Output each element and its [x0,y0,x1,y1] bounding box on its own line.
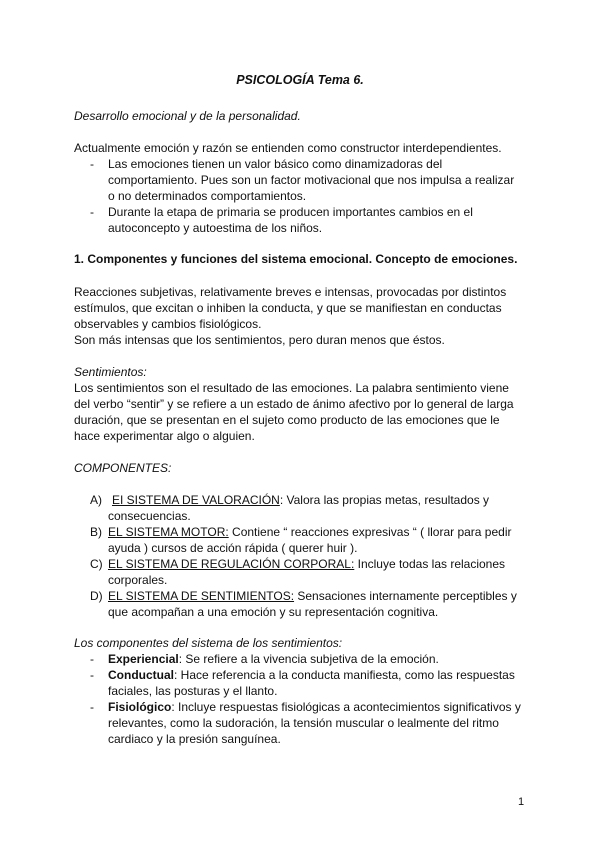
intro-bullet-1-line-1: Las emociones tienen un valor básico como dinamizadoras del [108,157,443,171]
bullet-dash: - [90,700,94,714]
paragraph-line: del verbo “sentir” y se refiere a un estado de ánimo afectivo por lo general de larga [74,397,514,411]
list-item-continuation: corporales. [108,573,168,587]
intro-text: Actualmente emoción y razón se entienden como constructor interdependientes. [74,141,502,155]
list-item-continuation: faciales, las posturas y el llanto. [108,684,278,698]
componentes-heading: COMPONENTES: [74,461,172,475]
list-item [108,588,517,604]
intro-bullet-2-line-1: Durante la etapa de primaria se producen importantes cambios en el [108,205,473,219]
intro-bullet-1-line-2: comportamiento. Pues son un factor motivacional que nos impulsa a realizar [108,173,515,187]
list-letter: B) [90,525,102,539]
component-term: Fisiológico [108,700,172,714]
component-description: Incluye todas las relaciones [354,557,506,571]
component-description: : Hace referencia a la conducta manifiesta, como las respuestas [174,668,515,682]
paragraph-line: hace experimentar algo o alguien. [74,429,255,443]
document-subtitle: Desarrollo emocional y de la personalidad. [74,109,301,123]
list-item-continuation: consecuencias. [108,509,191,523]
document-title: PSICOLOGÍA Tema 6. [236,73,364,87]
intro-bullet-2-line-2: autoconcepto y autoestima de los niños. [108,221,323,235]
page-number: 1 [518,796,525,808]
list-item-continuation: que acompañan a una emoción y su representación cognitiva. [108,605,439,619]
list-letter: D) [90,589,103,603]
list-item [108,651,439,667]
component-term: EI SISTEMA DE VALORACIÓN [112,493,280,507]
list-item [108,667,515,683]
component-term: Conductual [108,668,174,682]
component-description: Contiene “ reacciones expresivas “ ( llorar para pedir [228,525,512,539]
paragraph-line: Reacciones subjetivas, relativamente breves e intensas, provocadas por distintos [74,285,507,299]
list-item [108,699,521,715]
section-heading: 1. Componentes y funciones del sistema emocional. Concepto de emociones. [74,252,518,266]
component-description: Sensaciones internamente perceptibles y [294,589,517,603]
paragraph-line: Son más intensas que los sentimientos, pero duran menos que éstos. [74,333,445,347]
component-description: : Incluye respuestas fisiológicas a acontecimientos significativos y [171,700,521,714]
bullet-dash: - [90,668,94,682]
bullet-dash: - [90,157,94,171]
component-term: EL SISTEMA DE REGULACIÓN CORPORAL: [108,557,355,571]
list-letter: A) [90,493,102,507]
bullet-dash: - [90,205,94,219]
paragraph-line: duración, que se presentan en el sujeto como producto de las emociones que le [74,413,500,427]
list-letter: C) [90,557,103,571]
list-item-continuation: cardiaco y la presión sanguínea. [108,732,281,746]
list-item [108,524,512,540]
component-description: : Se refiere a la vivencia subjetiva de la emoción. [178,652,439,666]
list-item-continuation: ayuda ) cursos de acción rápida ( querer huir ). [108,541,358,555]
component-term: EL SISTEMA DE SENTIMIENTOS: [108,589,295,603]
list-item [108,556,505,572]
paragraph-line: estímulos, que excitan o inhiben la conducta, y que se manifiestan en conductas [74,301,502,315]
list-item-continuation: relevantes, como la sudoración, la tensión muscular o lealmente del ritmo [108,716,499,730]
component-term: Experiencial [108,652,179,666]
sentimientos-heading: Sentimientos: [74,365,147,379]
list-item [112,492,489,508]
paragraph-line: observables y cambios fisiológicos. [74,317,262,331]
intro-bullet-1-line-3: o no determinados comportamientos. [108,189,307,203]
component-description: : Valora las propias metas, resultados y [279,493,490,507]
paragraph-line: Los sentimientos son el resultado de las emociones. La palabra sentimiento viene [74,381,509,395]
sentimientos-components-heading: Los componentes del sistema de los sentimientos: [74,636,343,650]
bullet-dash: - [90,652,94,666]
component-term: EL SISTEMA MOTOR: [108,525,229,539]
